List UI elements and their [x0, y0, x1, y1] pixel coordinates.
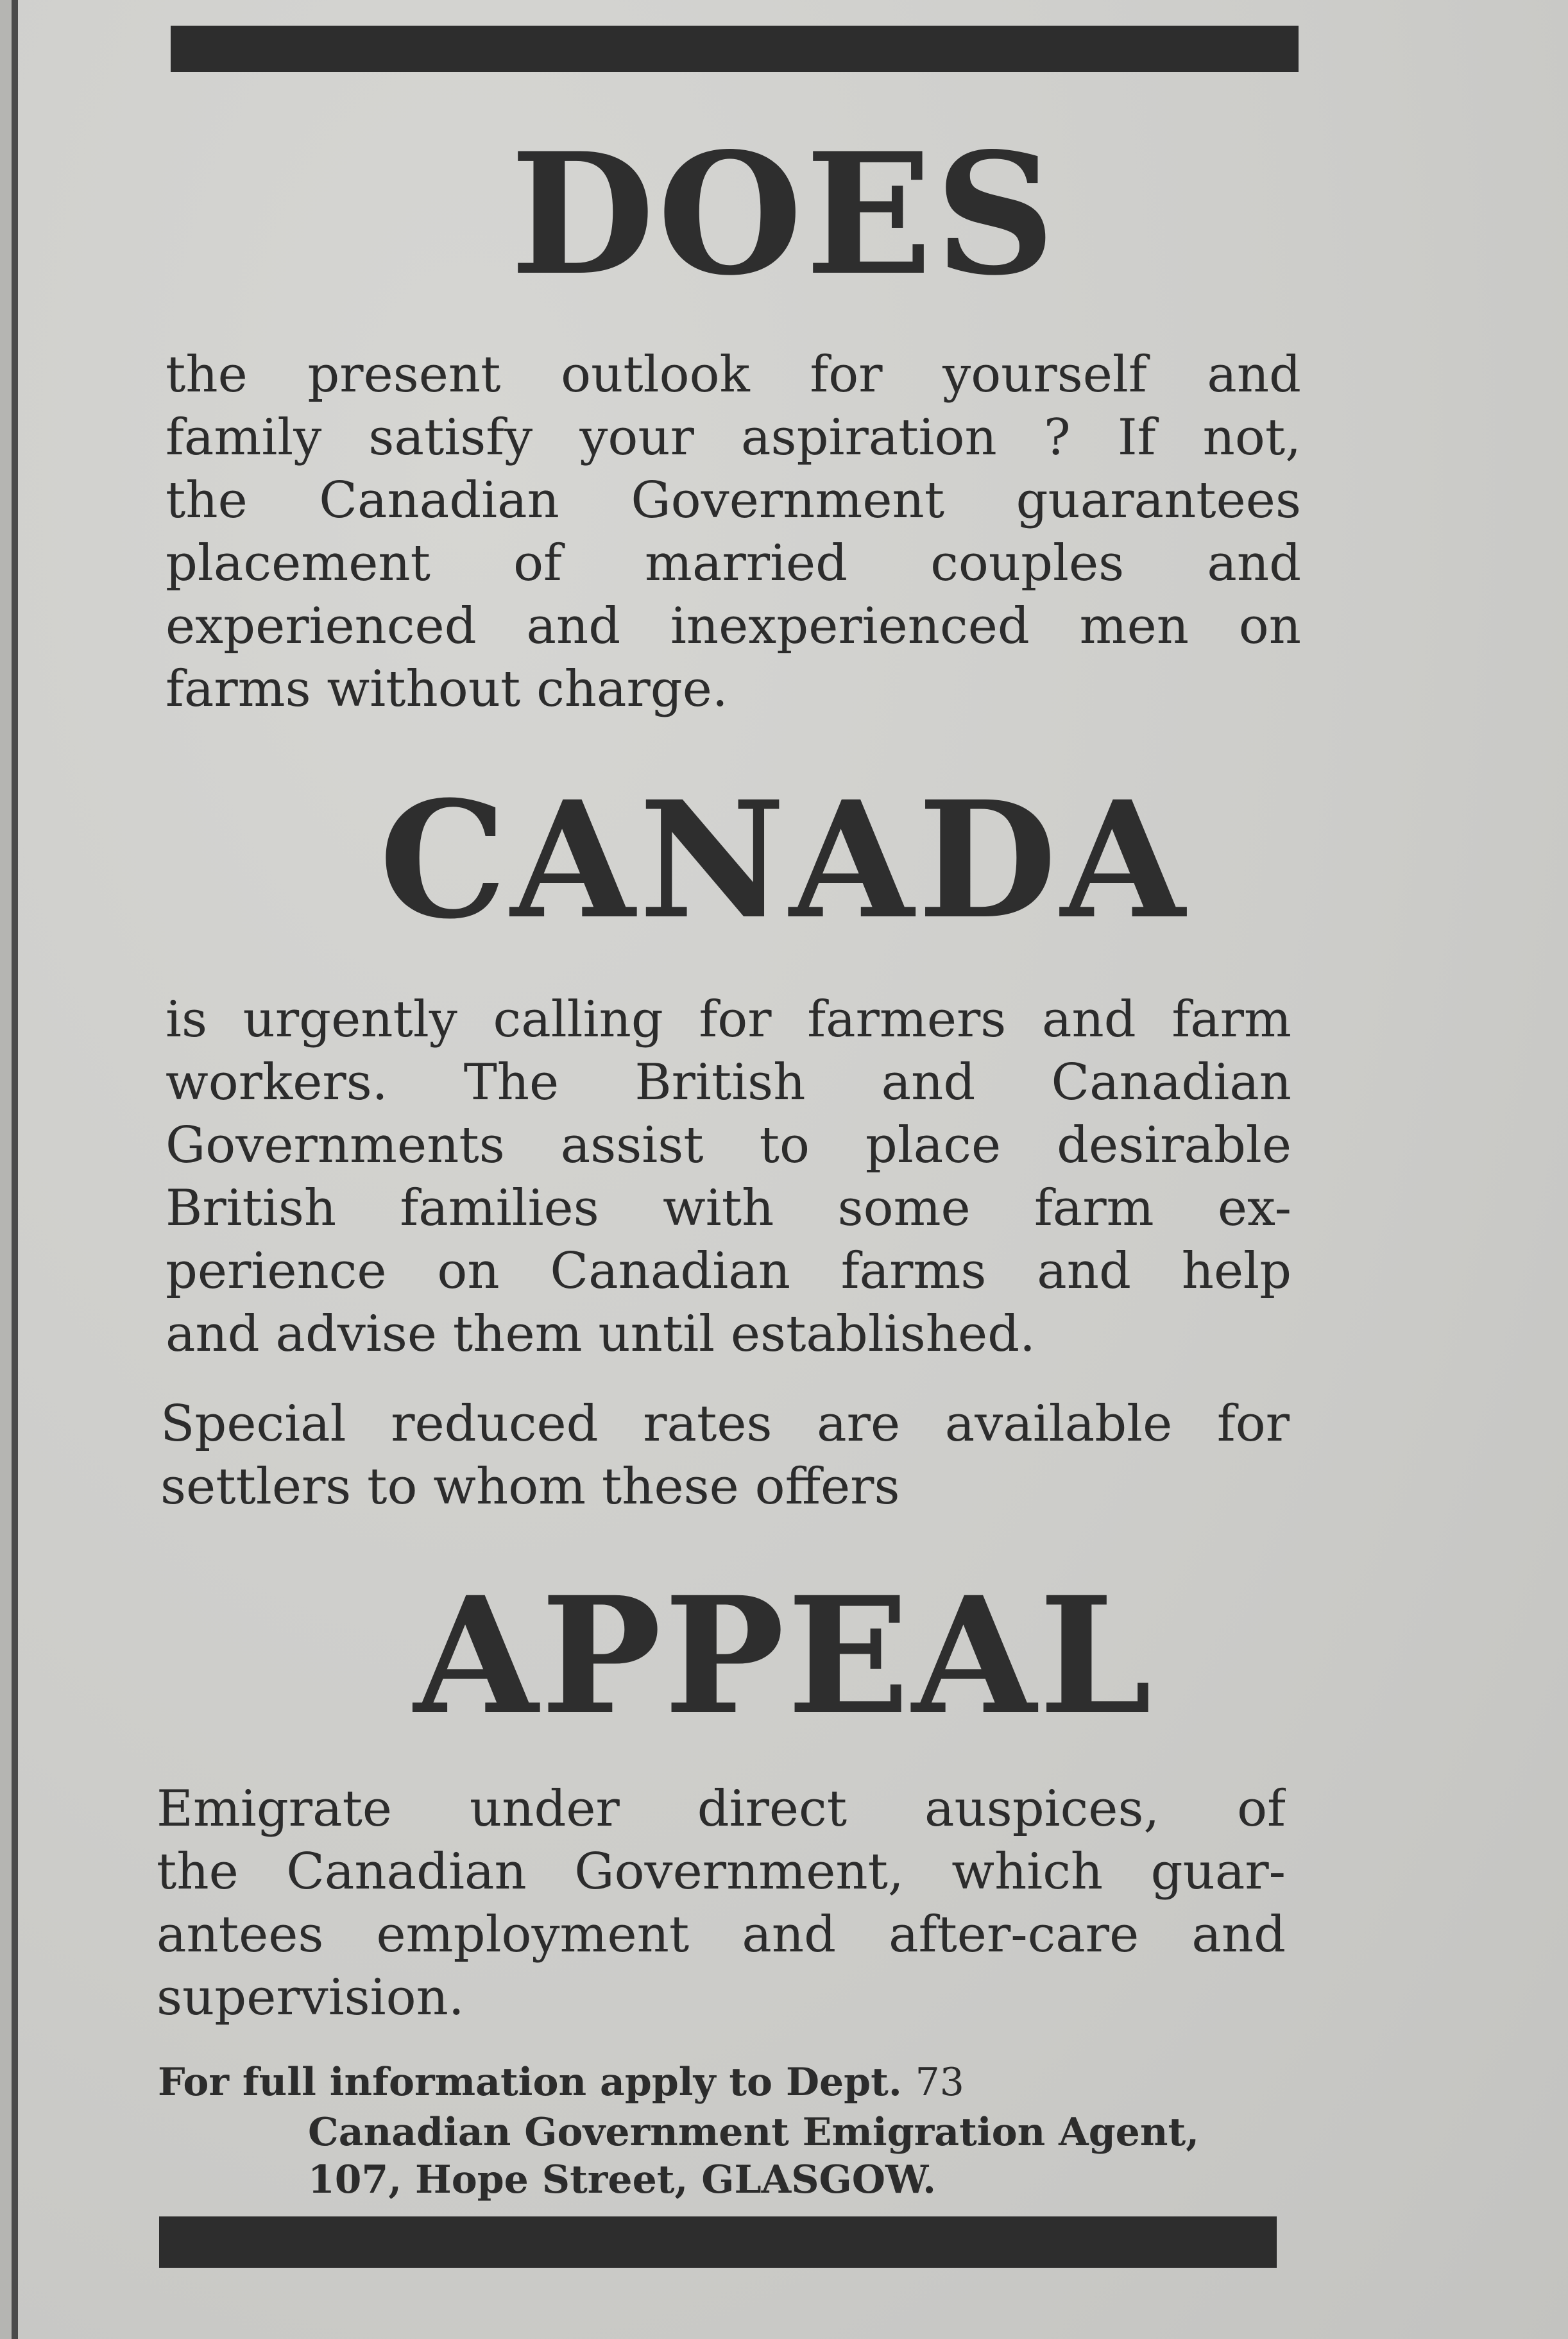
headline-does: DOES	[510, 117, 1058, 313]
text-line: the present outlook for yourself and	[166, 346, 1301, 404]
paragraph-calling	[166, 988, 1291, 1366]
dept-number: 73	[915, 2060, 964, 2105]
top-rule	[171, 26, 1299, 72]
footer-agent-line: Canadian Government Emigration Agent,	[308, 2110, 1200, 2155]
footer-info-line	[158, 2059, 964, 2106]
text-line: workers. The British and Canadian	[166, 1054, 1291, 1111]
paragraph-emigrate	[157, 1778, 1286, 2029]
text-line: experienced and inexperienced men on	[166, 597, 1301, 655]
text-line: settlers to whom these offers	[160, 1458, 900, 1516]
text-line: the Canadian Government guarantees	[166, 472, 1301, 529]
headline-canada: CANADA	[379, 766, 1189, 954]
page-edge-line	[12, 0, 18, 2339]
headline-appeal: APPEAL	[413, 1561, 1155, 1750]
bottom-rule	[159, 2216, 1277, 2268]
page-edge-shadow	[0, 0, 12, 2339]
footer-address-line: 107, Hope Street, GLASGOW.	[308, 2157, 936, 2202]
text-line: supervision.	[157, 1969, 464, 2026]
text-line: is urgently calling for farmers and farm	[166, 991, 1291, 1049]
text-line: placement of married couples and	[166, 535, 1301, 592]
footer-info-text: For full information apply to Dept.	[158, 2060, 902, 2105]
text-line: Emigrate under direct auspices, of	[157, 1780, 1286, 1838]
text-line: farms without charge.	[166, 660, 728, 718]
text-line: Governments assist to place desirable	[166, 1117, 1291, 1174]
paragraph-outlook	[166, 343, 1301, 721]
paragraph-rates	[160, 1392, 1290, 1518]
text-line: Special reduced rates are available for	[160, 1395, 1290, 1453]
text-line: the Canadian Government, which guar-	[157, 1843, 1286, 1901]
text-line: British families with some farm ex-	[166, 1179, 1291, 1237]
text-line: and advise them until established.	[166, 1305, 1035, 1363]
text-line: antees employment and after-care and	[157, 1906, 1286, 1964]
text-line: family satisfy your aspiration ? If not,	[166, 409, 1301, 467]
text-line: perience on Canadian farms and help	[166, 1242, 1291, 1300]
